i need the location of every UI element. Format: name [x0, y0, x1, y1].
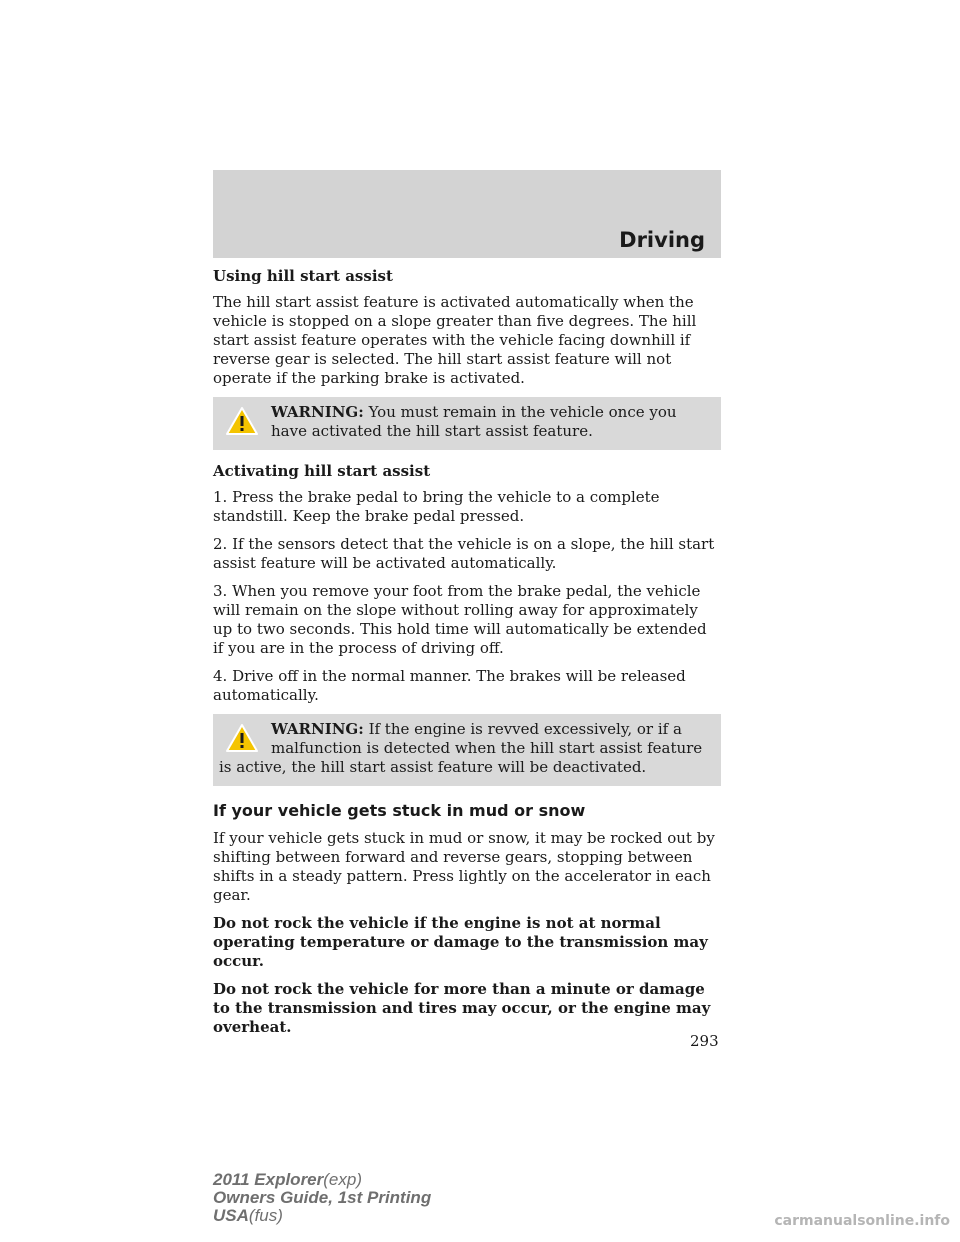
warning-text: If the engine is revved excessively, or if a malfunction is detected when the hill start assist feature is active, the hill start assist feature will be deactivated.: [219, 720, 703, 776]
warning-box: [213, 714, 721, 786]
watermark: carmanualsonline.info: [774, 1213, 950, 1229]
heading-stuck-in-mud-or-snow: If your vehicle gets stuck in mud or snow: [213, 801, 586, 820]
caution-operating-temperature: Do not rock the vehicle if the engine is not at normal operating temperature or damage to the transmission may occur.: [213, 914, 708, 970]
section-title: Driving: [619, 228, 705, 252]
step-1: 1. Press the brake pedal to bring the vehicle to a complete standstill. Keep the brake pedal pressed.: [213, 488, 660, 525]
footer-model: 2011 Explorer: [213, 1170, 324, 1189]
step-3: 3. When you remove your foot from the brake pedal, the vehicle will remain on the slope without rolling away for approximately up to two seconds. This hold time will automatically be extended if you are in the process of driving off.: [213, 582, 707, 657]
footer-printing: Owners Guide, 1st Printing: [213, 1188, 432, 1207]
paragraph-rocking-vehicle: If your vehicle gets stuck in mud or snow, it may be rocked out by shifting between forward and reverse gears, stopping between shifts in a steady pattern. Press lightly on the accelerator in each gear.: [213, 829, 715, 904]
warning-box: [213, 397, 721, 450]
footer-market: USA: [213, 1206, 249, 1225]
warning-triangle-icon: [225, 406, 259, 436]
step-2: 2. If the sensors detect that the vehicle is on a slope, the hill start assist feature will be activated automatically.: [213, 535, 715, 572]
paragraph-hill-start-intro: The hill start assist feature is activated automatically when the vehicle is stopped on a slope greater than five degrees. The hill start assist feature operates with the vehicle facing downhill if reverse gear is selected. The hill start assist feature will not operate if the parking brake is activated.: [213, 293, 697, 387]
warning-label: WARNING:: [271, 403, 364, 421]
subheading-using-hill-start-assist: Using hill start assist: [213, 267, 393, 285]
footer-line-market: [213, 1207, 431, 1225]
page-content: [213, 267, 721, 1046]
step-4: 4. Drive off in the normal manner. The brakes will be released automatically.: [213, 667, 686, 704]
warning-text: You must remain in the vehicle once you have activated the hill start assist feature.: [271, 403, 677, 440]
footer-line-model: [213, 1171, 431, 1189]
footer-print-info: [213, 1171, 431, 1225]
footer-model-code: (exp): [323, 1170, 362, 1189]
page-number: 293: [690, 1032, 719, 1050]
subheading-activating-hill-start-assist: Activating hill start assist: [213, 462, 431, 480]
caution-rocking-duration: Do not rock the vehicle for more than a minute or damage to the transmission and tires may occur, or the engine may overheat.: [213, 980, 711, 1036]
footer-market-code: (fus): [248, 1206, 283, 1225]
warning-label: WARNING:: [271, 720, 364, 738]
warning-triangle-icon: [225, 723, 259, 753]
section-header-bar: [213, 170, 721, 258]
